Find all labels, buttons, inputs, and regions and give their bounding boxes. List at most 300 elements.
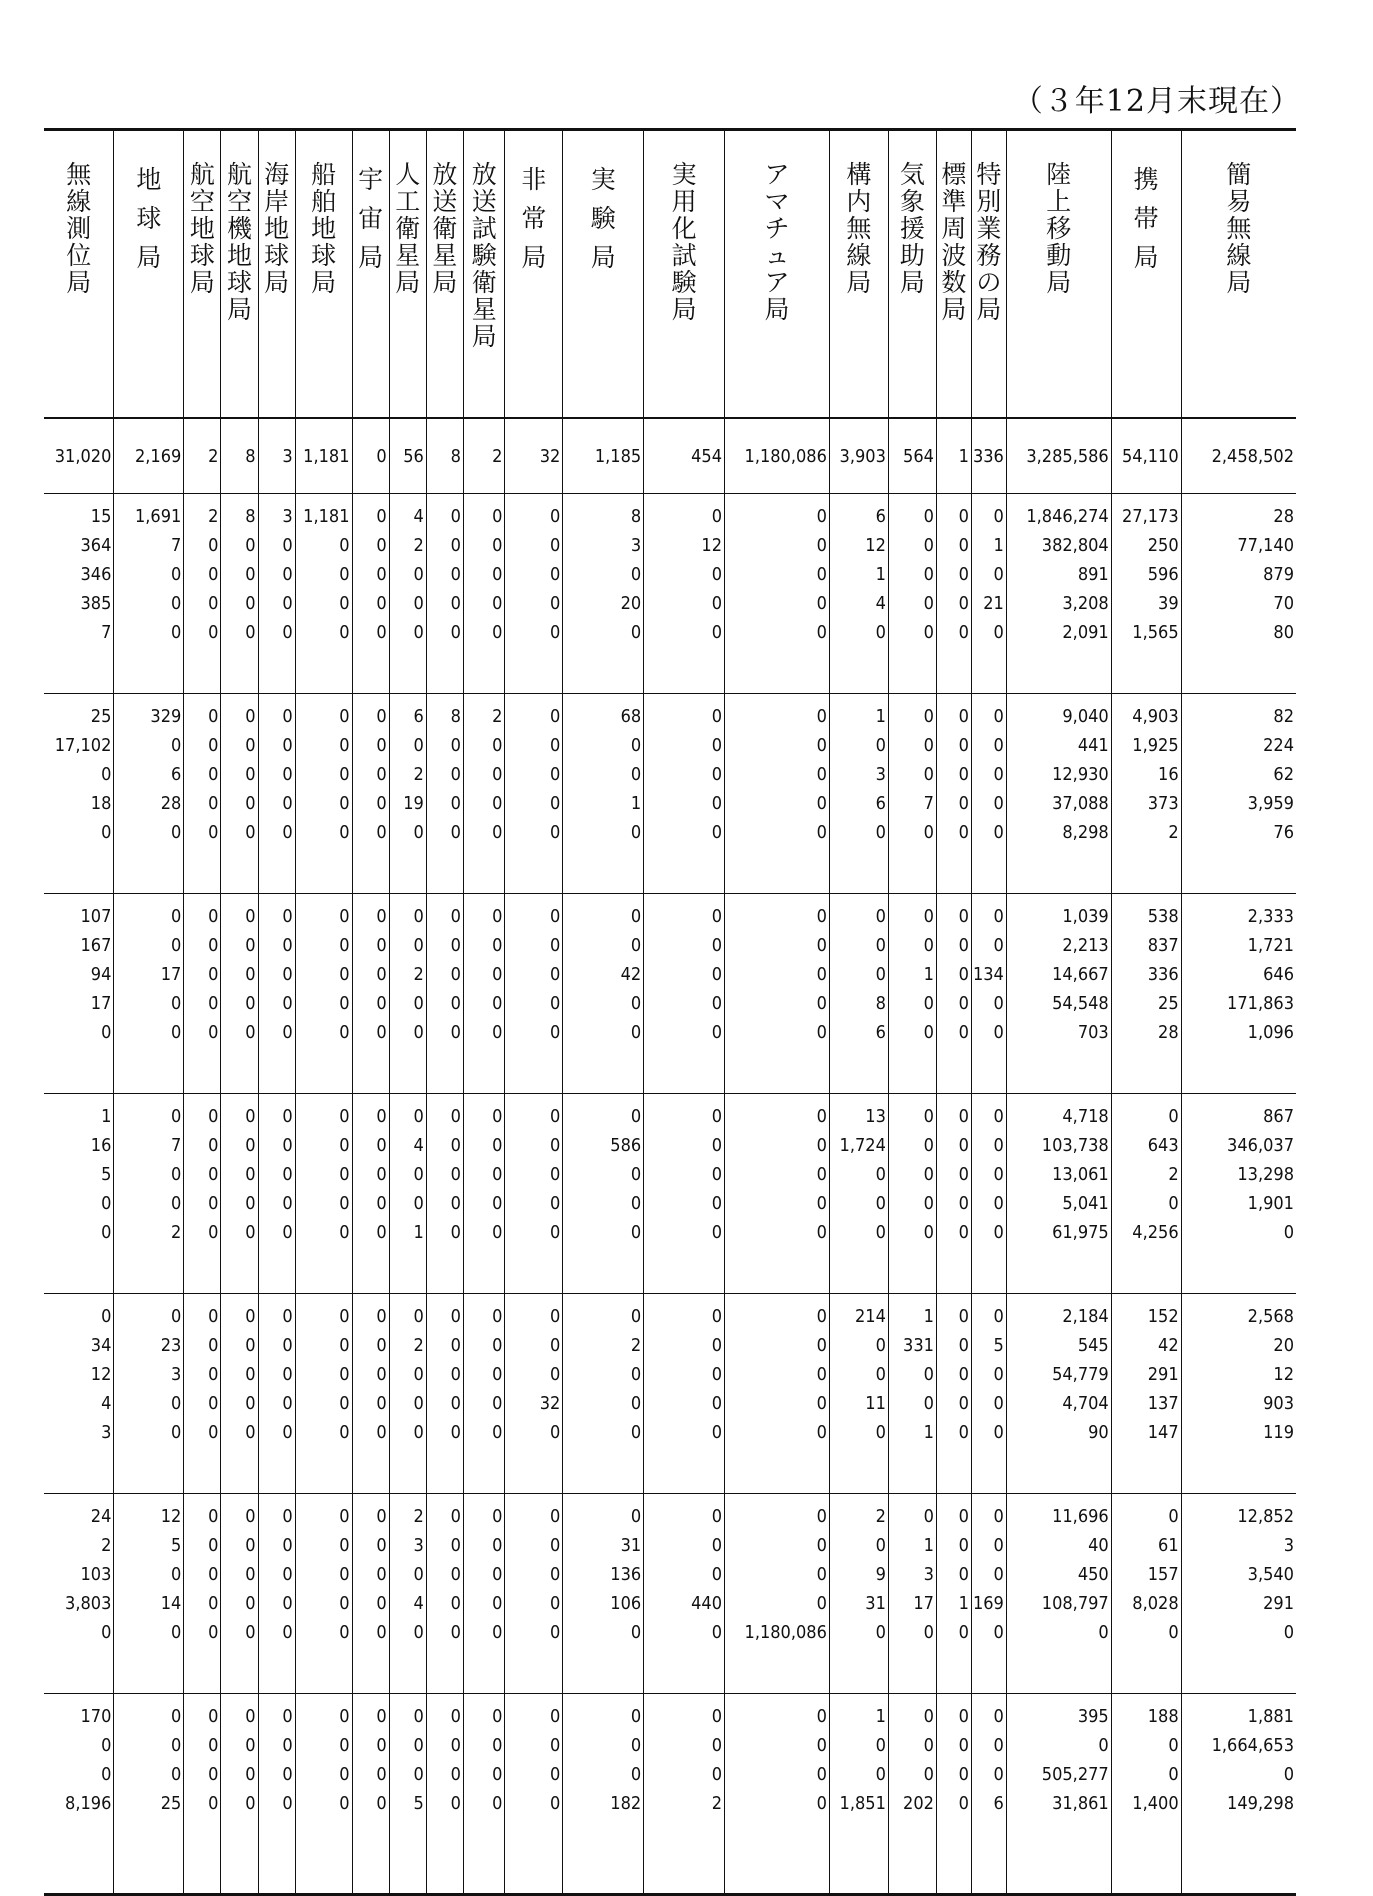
cell-value: 0 bbox=[339, 764, 350, 785]
cell-values bbox=[184, 1502, 220, 1647]
table-cell bbox=[888, 494, 936, 694]
header-char: 地 bbox=[189, 214, 215, 243]
cell-values bbox=[427, 1102, 463, 1247]
cell-value: 0 bbox=[630, 1106, 642, 1127]
cell-value: 0 bbox=[630, 1422, 642, 1443]
cell-value: 0 bbox=[171, 1193, 182, 1214]
cell-value: 0 bbox=[993, 793, 1004, 814]
cell-value: 0 bbox=[630, 1306, 642, 1327]
cell-value: 0 bbox=[993, 1735, 1004, 1756]
cell-value: 0 bbox=[171, 1306, 182, 1327]
cell-value: 0 bbox=[923, 822, 934, 843]
table-cell bbox=[184, 894, 221, 1094]
cell-value: 0 bbox=[816, 622, 827, 643]
cell-value: 0 bbox=[450, 1764, 461, 1785]
cell-values bbox=[505, 1302, 562, 1447]
table-row-group bbox=[44, 1094, 1296, 1294]
cell-value: 0 bbox=[450, 1222, 461, 1243]
cell-value: 8 bbox=[450, 706, 461, 727]
cell-value: 0 bbox=[958, 764, 969, 785]
cell-value: 134 bbox=[972, 964, 1004, 985]
cell-value: 0 bbox=[339, 1393, 350, 1414]
cell-value: 23 bbox=[160, 1335, 182, 1356]
table-cell bbox=[389, 1494, 426, 1694]
table-cell bbox=[389, 1094, 426, 1294]
cell-value: 0 bbox=[875, 822, 886, 843]
table-cell bbox=[829, 894, 888, 1094]
cell-value: 0 bbox=[550, 593, 561, 614]
column-header-label bbox=[296, 131, 352, 296]
cell-values bbox=[505, 1502, 562, 1647]
column-header-label bbox=[1112, 131, 1181, 277]
cell-value: 0 bbox=[816, 1164, 827, 1185]
cell-value: 5,041 bbox=[1062, 1193, 1109, 1214]
cell-value: 395 bbox=[1077, 1706, 1109, 1727]
cell-value: 17,102 bbox=[54, 735, 112, 756]
cell-value: 0 bbox=[245, 822, 256, 843]
cell-value: 0 bbox=[958, 1306, 969, 1327]
table-cell bbox=[184, 1694, 221, 1895]
cell-value: 0 bbox=[450, 1135, 461, 1156]
table-cell bbox=[258, 494, 295, 694]
cell-value: 0 bbox=[993, 1564, 1004, 1585]
cell-value: 0 bbox=[245, 622, 256, 643]
cell-value: 0 bbox=[550, 1135, 561, 1156]
cell-value: 0 bbox=[208, 706, 219, 727]
header-char: 験 bbox=[671, 268, 697, 297]
cell-value: 0 bbox=[816, 1593, 827, 1614]
cell-value: 505,277 bbox=[1041, 1764, 1109, 1785]
table-cell bbox=[44, 1494, 114, 1694]
cell-values bbox=[390, 502, 426, 647]
cell-value: 0 bbox=[875, 1222, 886, 1243]
header-char: 局 bbox=[432, 268, 458, 297]
table-cell bbox=[114, 494, 184, 694]
cell-values bbox=[353, 502, 389, 647]
cell-value: 0 bbox=[875, 1164, 886, 1185]
cell-values bbox=[296, 702, 352, 847]
header-char: 局 bbox=[136, 242, 162, 272]
cell-value: 0 bbox=[376, 1622, 387, 1643]
cell-value: 0 bbox=[958, 1422, 969, 1443]
cell-values bbox=[114, 502, 183, 647]
cell-value: 0 bbox=[711, 1422, 723, 1443]
cell-value: 0 bbox=[101, 764, 112, 785]
cell-value: 0 bbox=[550, 1735, 561, 1756]
cell-value: 0 bbox=[413, 1422, 424, 1443]
header-char: 海 bbox=[264, 160, 290, 189]
cell-value: 0 bbox=[711, 1535, 723, 1556]
table-cell bbox=[1181, 1094, 1296, 1294]
cell-value: 4,256 bbox=[1132, 1222, 1179, 1243]
table-cell bbox=[644, 1694, 725, 1895]
table-cell bbox=[44, 1094, 114, 1294]
cell-value: 0 bbox=[1283, 1222, 1294, 1243]
cell-value: 0 bbox=[492, 822, 503, 843]
cell-value: 90 bbox=[1088, 1422, 1109, 1443]
header-char: 特 bbox=[976, 160, 1002, 189]
cell-value: 0 bbox=[282, 1193, 293, 1214]
table-cell bbox=[505, 494, 563, 694]
table-cell bbox=[352, 694, 389, 894]
cell-value: 0 bbox=[816, 764, 827, 785]
header-char: の bbox=[976, 268, 1002, 297]
cell-value: 25 bbox=[1158, 993, 1179, 1014]
cell-value: 0 bbox=[245, 1335, 256, 1356]
header-char: 衛 bbox=[471, 268, 497, 297]
cell-value: 14,667 bbox=[1052, 964, 1109, 985]
cell-value: 0 bbox=[550, 1764, 561, 1785]
cell-value: 4 bbox=[413, 1135, 424, 1156]
cell-value: 0 bbox=[492, 1164, 503, 1185]
cell-value: 0 bbox=[711, 622, 723, 643]
cell-value: 170 bbox=[80, 1706, 112, 1727]
cell-value: 0 bbox=[923, 1393, 934, 1414]
cell-value: 106 bbox=[610, 1593, 642, 1614]
cell-value: 0 bbox=[450, 1335, 461, 1356]
table-cell bbox=[971, 1494, 1006, 1694]
cell-value: 0 bbox=[711, 593, 723, 614]
cell-value: 346 bbox=[80, 564, 112, 585]
header-char: 舶 bbox=[311, 187, 337, 216]
cell-value: 0 bbox=[245, 1106, 256, 1127]
cell-value: 0 bbox=[630, 1735, 642, 1756]
cell-value: 0 bbox=[208, 1506, 219, 1527]
total-cell: 2 bbox=[184, 418, 221, 494]
cell-value: 136 bbox=[610, 1564, 642, 1585]
header-char: 局 bbox=[941, 295, 967, 324]
cell-values bbox=[184, 502, 220, 647]
cell-value: 3,959 bbox=[1247, 793, 1294, 814]
column-header bbox=[1181, 130, 1296, 419]
header-char: 無 bbox=[846, 214, 872, 243]
cell-values bbox=[221, 1302, 257, 1447]
cell-value: 0 bbox=[630, 564, 642, 585]
cell-value: 0 bbox=[923, 935, 934, 956]
cell-values bbox=[889, 902, 936, 1047]
cell-value: 94 bbox=[90, 964, 112, 985]
cell-value: 0 bbox=[923, 535, 934, 556]
cell-values bbox=[1182, 1702, 1296, 1818]
header-char: 送 bbox=[432, 187, 458, 216]
cell-value: 0 bbox=[958, 935, 969, 956]
column-header bbox=[114, 130, 184, 419]
cell-value: 0 bbox=[282, 1622, 293, 1643]
cell-value: 0 bbox=[711, 1706, 723, 1727]
cell-value: 0 bbox=[1168, 1106, 1179, 1127]
cell-values bbox=[1007, 502, 1111, 647]
cell-value: 0 bbox=[208, 1135, 219, 1156]
cell-values bbox=[390, 1702, 426, 1818]
table-cell bbox=[389, 494, 426, 694]
cell-value: 0 bbox=[376, 1393, 387, 1414]
table-cell bbox=[1006, 694, 1111, 894]
cell-value: 1 bbox=[875, 1706, 886, 1727]
cell-values bbox=[296, 1702, 352, 1818]
cell-value: 0 bbox=[875, 906, 886, 927]
cell-value: 0 bbox=[450, 622, 461, 643]
cell-value: 0 bbox=[923, 1193, 934, 1214]
cell-value: 2 bbox=[875, 1506, 886, 1527]
table-cell bbox=[221, 1494, 258, 1694]
cell-value: 0 bbox=[208, 822, 219, 843]
cell-values bbox=[390, 1502, 426, 1647]
cell-value: 0 bbox=[282, 706, 293, 727]
cell-values bbox=[972, 1502, 1006, 1647]
cell-value: 0 bbox=[171, 1393, 182, 1414]
cell-value: 103,738 bbox=[1041, 1135, 1109, 1156]
cell-value: 0 bbox=[208, 1335, 219, 1356]
cell-value: 6 bbox=[993, 1793, 1004, 1814]
cell-value: 0 bbox=[550, 622, 561, 643]
cell-value: 0 bbox=[550, 1793, 561, 1814]
table-cell bbox=[295, 1294, 352, 1494]
cell-value: 0 bbox=[171, 1735, 182, 1756]
cell-value: 0 bbox=[993, 1622, 1004, 1643]
header-char: 局 bbox=[846, 268, 872, 297]
header-char: 測 bbox=[66, 214, 92, 243]
cell-value: 0 bbox=[208, 935, 219, 956]
cell-value: 0 bbox=[492, 764, 503, 785]
table-cell bbox=[1006, 1294, 1111, 1494]
cell-values bbox=[830, 1702, 888, 1818]
column-header bbox=[725, 130, 830, 419]
cell-value: 0 bbox=[816, 1106, 827, 1127]
table-cell bbox=[114, 1294, 184, 1494]
cell-values bbox=[353, 1302, 389, 1447]
table-cell bbox=[184, 1094, 221, 1294]
header-char: 験 bbox=[590, 203, 616, 233]
cell-value: 0 bbox=[208, 1422, 219, 1443]
cell-value: 0 bbox=[339, 1135, 350, 1156]
header-char: 数 bbox=[941, 268, 967, 297]
cell-value: 0 bbox=[376, 1793, 387, 1814]
cell-value: 0 bbox=[413, 1164, 424, 1185]
table-cell bbox=[114, 1694, 184, 1895]
cell-values bbox=[464, 702, 505, 847]
cell-value: 0 bbox=[208, 1706, 219, 1727]
cell-value: 0 bbox=[339, 1622, 350, 1643]
cell-value: 0 bbox=[282, 1593, 293, 1614]
table-cell bbox=[563, 1494, 644, 1694]
table-cell bbox=[463, 1694, 505, 1895]
header-char: 無 bbox=[1226, 214, 1252, 243]
cell-value: 0 bbox=[282, 1306, 293, 1327]
cell-value: 42 bbox=[620, 964, 642, 985]
cell-value: 0 bbox=[923, 622, 934, 643]
table-cell bbox=[1006, 494, 1111, 694]
table-cell bbox=[295, 894, 352, 1094]
cell-value: 0 bbox=[376, 1764, 387, 1785]
column-header bbox=[1006, 130, 1111, 419]
cell-value: 0 bbox=[339, 1106, 350, 1127]
cell-value: 169 bbox=[972, 1593, 1004, 1614]
cell-values bbox=[937, 1502, 971, 1647]
cell-value: 28 bbox=[1273, 506, 1294, 527]
cell-value: 0 bbox=[816, 1135, 827, 1156]
cell-value: 3 bbox=[282, 506, 293, 527]
cell-value: 0 bbox=[875, 1364, 886, 1385]
cell-value: 0 bbox=[711, 935, 723, 956]
header-char: ア bbox=[764, 160, 790, 189]
cell-values bbox=[259, 1502, 295, 1647]
cell-values bbox=[937, 1702, 971, 1818]
cell-value: 1,565 bbox=[1132, 622, 1179, 643]
cell-value: 25 bbox=[90, 706, 112, 727]
header-char: 局 bbox=[590, 242, 616, 272]
column-header-label bbox=[644, 131, 724, 323]
cell-value: 8 bbox=[875, 993, 886, 1014]
cell-value: 0 bbox=[171, 735, 182, 756]
header-char: 局 bbox=[899, 268, 925, 297]
table-cell bbox=[725, 1094, 830, 1294]
cell-value: 0 bbox=[208, 1222, 219, 1243]
cell-value: 3 bbox=[923, 1564, 934, 1585]
header-char: 局 bbox=[311, 268, 337, 297]
cell-value: 17 bbox=[913, 1593, 934, 1614]
cell-value: 0 bbox=[816, 706, 827, 727]
cell-values bbox=[427, 1702, 463, 1818]
column-header bbox=[389, 130, 426, 419]
cell-values bbox=[44, 1502, 113, 1647]
cell-value: 4,704 bbox=[1062, 1393, 1109, 1414]
cell-value: 0 bbox=[208, 593, 219, 614]
cell-value: 0 bbox=[1283, 1764, 1294, 1785]
header-char: 球 bbox=[264, 241, 290, 270]
cell-value: 8,298 bbox=[1062, 822, 1109, 843]
cell-value: 0 bbox=[208, 993, 219, 1014]
cell-value: 0 bbox=[711, 1393, 723, 1414]
cell-values bbox=[184, 1302, 220, 1447]
cell-value: 0 bbox=[923, 764, 934, 785]
table-cell bbox=[114, 1094, 184, 1294]
cell-value: 0 bbox=[550, 1222, 561, 1243]
header-char: 球 bbox=[136, 203, 162, 233]
cell-value: 137 bbox=[1147, 1393, 1179, 1414]
cell-values bbox=[259, 902, 295, 1047]
cell-values bbox=[725, 902, 829, 1047]
table-cell bbox=[1006, 1494, 1111, 1694]
cell-values bbox=[44, 502, 113, 647]
cell-values bbox=[937, 502, 971, 647]
header-char: 無 bbox=[66, 160, 92, 189]
cell-value: 0 bbox=[208, 1622, 219, 1643]
cell-value: 0 bbox=[376, 764, 387, 785]
cell-value: 0 bbox=[492, 906, 503, 927]
cell-values bbox=[644, 1302, 724, 1447]
cell-value: 0 bbox=[450, 1564, 461, 1585]
cell-value: 0 bbox=[492, 1564, 503, 1585]
cell-value: 42 bbox=[1158, 1335, 1179, 1356]
table-cell bbox=[829, 1094, 888, 1294]
cell-values bbox=[221, 1702, 257, 1818]
cell-value: 2,333 bbox=[1247, 906, 1294, 927]
cell-value: 0 bbox=[1168, 1735, 1179, 1756]
cell-value: 0 bbox=[711, 1506, 723, 1527]
table-cell bbox=[258, 1694, 295, 1895]
cell-value: 0 bbox=[245, 935, 256, 956]
table-cell bbox=[505, 1494, 563, 1694]
cell-value: 0 bbox=[993, 1506, 1004, 1527]
cell-value: 0 bbox=[630, 906, 642, 927]
table-cell bbox=[295, 1694, 352, 1895]
total-cell: 1,181 bbox=[295, 418, 352, 494]
cell-value: 0 bbox=[208, 764, 219, 785]
header-char: 化 bbox=[671, 214, 697, 243]
header-char: 航 bbox=[227, 160, 253, 189]
cell-value: 250 bbox=[1147, 535, 1179, 556]
cell-values bbox=[563, 1302, 643, 1447]
cell-value: 24 bbox=[90, 1506, 112, 1527]
cell-value: 0 bbox=[413, 1393, 424, 1414]
cell-value: 0 bbox=[208, 1106, 219, 1127]
cell-value: 0 bbox=[339, 735, 350, 756]
cell-values bbox=[44, 1102, 113, 1247]
column-header bbox=[426, 130, 463, 419]
table-cell bbox=[258, 1094, 295, 1294]
column-header bbox=[644, 130, 725, 419]
table-cell bbox=[644, 1294, 725, 1494]
cell-values bbox=[296, 1302, 352, 1447]
cell-value: 0 bbox=[282, 1164, 293, 1185]
table-cell bbox=[1181, 1294, 1296, 1494]
cell-value: 0 bbox=[630, 1393, 642, 1414]
table-cell bbox=[644, 1494, 725, 1694]
cell-values bbox=[353, 1702, 389, 1818]
cell-value: 0 bbox=[993, 906, 1004, 927]
table-cell bbox=[295, 694, 352, 894]
cell-value: 0 bbox=[492, 1306, 503, 1327]
table-cell bbox=[114, 694, 184, 894]
cell-value: 0 bbox=[958, 964, 969, 985]
cell-values bbox=[563, 902, 643, 1047]
cell-value: 0 bbox=[450, 1306, 461, 1327]
cell-value: 0 bbox=[550, 564, 561, 585]
cell-value: 0 bbox=[245, 1222, 256, 1243]
cell-value: 0 bbox=[958, 1364, 969, 1385]
cell-value: 0 bbox=[171, 822, 182, 843]
cell-value: 7 bbox=[171, 535, 182, 556]
table-cell bbox=[426, 1694, 463, 1895]
total-cell: 3,285,586 bbox=[1006, 418, 1111, 494]
cell-value: 1 bbox=[101, 1106, 112, 1127]
cell-value: 0 bbox=[376, 993, 387, 1014]
cell-value: 0 bbox=[282, 964, 293, 985]
cell-value: 0 bbox=[376, 793, 387, 814]
cell-value: 202 bbox=[903, 1793, 934, 1814]
cell-value: 108,797 bbox=[1041, 1593, 1109, 1614]
cell-value: 0 bbox=[550, 1593, 561, 1614]
table-cell bbox=[258, 694, 295, 894]
cell-value: 0 bbox=[208, 622, 219, 643]
cell-value: 0 bbox=[958, 593, 969, 614]
cell-value: 0 bbox=[875, 1335, 886, 1356]
cell-value: 0 bbox=[816, 564, 827, 585]
cell-value: 0 bbox=[245, 1706, 256, 1727]
cell-value: 0 bbox=[923, 1022, 934, 1043]
table-cell bbox=[221, 1294, 258, 1494]
cell-value: 0 bbox=[492, 1422, 503, 1443]
cell-value: 0 bbox=[413, 1306, 424, 1327]
cell-value: 0 bbox=[550, 1622, 561, 1643]
cell-value: 0 bbox=[875, 1422, 886, 1443]
cell-value: 0 bbox=[376, 1335, 387, 1356]
total-cell: 0 bbox=[352, 418, 389, 494]
cell-value: 0 bbox=[923, 1106, 934, 1127]
cell-value: 0 bbox=[630, 993, 642, 1014]
cell-value: 8,196 bbox=[65, 1793, 112, 1814]
header-char: 局 bbox=[1226, 268, 1252, 297]
